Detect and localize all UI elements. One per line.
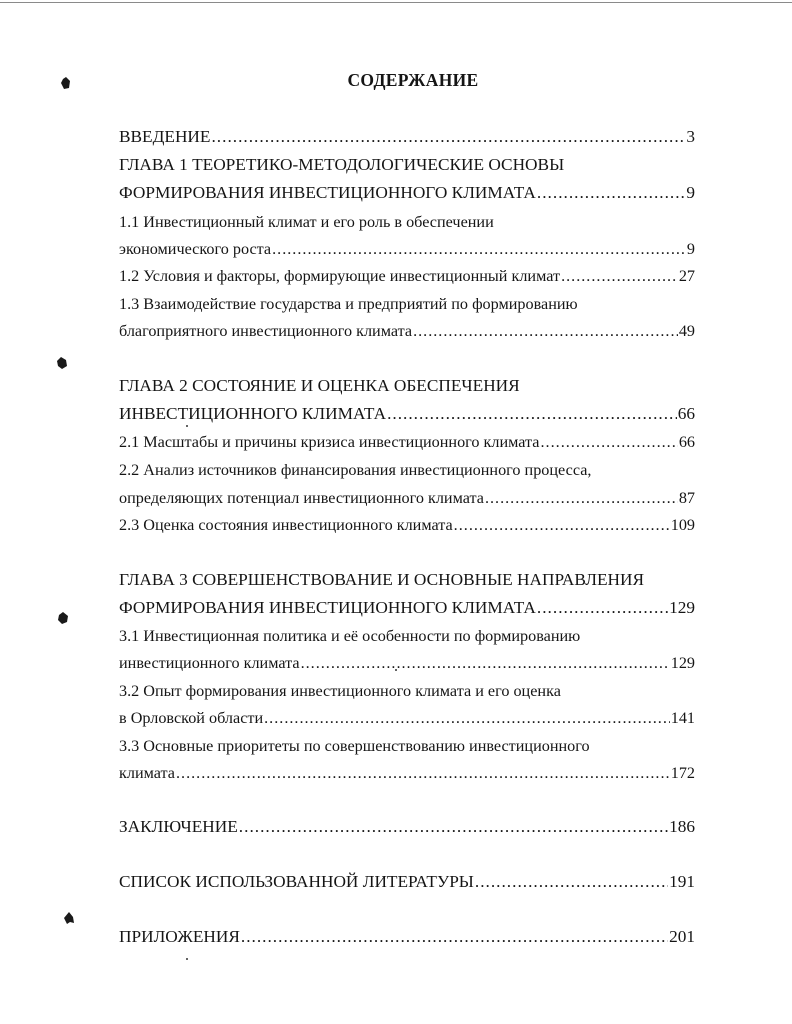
dot-leader bbox=[561, 266, 678, 286]
toc-entry-title: в Орловской области bbox=[119, 709, 264, 727]
toc-page-number: 109 bbox=[670, 516, 695, 534]
toc-entry-title: ИНВЕСТИЦИОННОГО КЛИМАТА bbox=[119, 404, 387, 423]
dot-leader bbox=[176, 763, 670, 783]
toc-entry-title: 3.3 Основные приоритеты по совершенствованию инвестиционного bbox=[119, 737, 590, 755]
toc-entry-title: ГЛАВА 1 ТЕОРЕТИКО-МЕТОДОЛОГИЧЕСКИЕ ОСНОВЫ bbox=[119, 155, 565, 174]
toc-entry-bibliography[interactable] bbox=[119, 872, 695, 892]
toc-entry-section-3-3-cont[interactable] bbox=[119, 763, 695, 783]
toc-page-number: 9 bbox=[686, 240, 695, 258]
dot-leader bbox=[387, 404, 677, 424]
toc-entry-title: 1.3 Взаимодействие государства и предприятий по формированию bbox=[119, 295, 578, 313]
toc-page-number: 27 bbox=[678, 267, 695, 285]
toc-page-number: 9 bbox=[686, 183, 695, 202]
toc-page-number: 3 bbox=[686, 127, 695, 146]
toc-entry-title: 1.1 Инвестиционный климат и его роль в обеспечении bbox=[119, 213, 494, 231]
toc-entry-title: ВВЕДЕНИЕ bbox=[119, 127, 211, 146]
dot-leader bbox=[485, 488, 678, 508]
toc-title: СОДЕРЖАНИЕ bbox=[347, 70, 479, 90]
toc-entry-section-2-2[interactable] bbox=[119, 460, 695, 480]
toc-entry-title: СПИСОК ИСПОЛЬЗОВАННОЙ ЛИТЕРАТУРЫ bbox=[119, 872, 474, 891]
scan-speck bbox=[186, 425, 188, 427]
top-border-line bbox=[0, 2, 792, 3]
toc-entry-section-2-1[interactable] bbox=[119, 432, 695, 452]
toc-page-number: 49 bbox=[678, 322, 695, 340]
dot-leader bbox=[537, 598, 668, 618]
toc-entry-title: 2.2 Анализ источников финансирования инвестиционного процесса, bbox=[119, 461, 592, 479]
toc-entry-section-2-3[interactable] bbox=[119, 515, 695, 535]
toc-entry-title: ЗАКЛЮЧЕНИЕ bbox=[119, 817, 238, 836]
toc-entry-section-1-3-cont[interactable] bbox=[119, 321, 695, 341]
dot-leader bbox=[541, 432, 678, 452]
dot-leader bbox=[475, 872, 668, 892]
dot-leader bbox=[241, 927, 668, 947]
toc-entry-title: 3.2 Опыт формирования инвестиционного климата и его оценка bbox=[119, 682, 561, 700]
margin-mark-icon bbox=[57, 357, 67, 369]
dot-leader bbox=[264, 708, 670, 728]
toc-entry-introduction[interactable] bbox=[119, 127, 695, 147]
toc-page-number: 172 bbox=[670, 764, 695, 782]
toc-entry-chapter-1-cont[interactable] bbox=[119, 183, 695, 203]
toc-entry-chapter-3[interactable] bbox=[119, 570, 695, 590]
toc-page-number: 87 bbox=[678, 489, 695, 507]
toc-page-number: 129 bbox=[669, 598, 695, 617]
margin-mark-icon bbox=[58, 612, 68, 624]
dot-leader bbox=[239, 817, 668, 837]
scan-speck bbox=[186, 958, 188, 960]
toc-entry-title: инвестиционного климата bbox=[119, 654, 300, 672]
toc-entry-title: 2.3 Оценка состояния инвестиционного климата bbox=[119, 516, 453, 534]
toc-entry-chapter-2[interactable] bbox=[119, 376, 695, 396]
dot-leader bbox=[454, 515, 670, 535]
toc-entry-title: 1.2 Условия и факторы, формирующие инвестиционный климат bbox=[119, 267, 561, 285]
toc-entry-section-1-1[interactable] bbox=[119, 212, 695, 232]
toc-entry-title: ГЛАВА 2 СОСТОЯНИЕ И ОЦЕНКА ОБЕСПЕЧЕНИЯ bbox=[119, 376, 520, 395]
toc-entry-section-3-1[interactable] bbox=[119, 626, 695, 646]
toc-entry-section-3-2-cont[interactable] bbox=[119, 708, 695, 728]
dot-leader bbox=[211, 127, 685, 147]
toc-page-number: 129 bbox=[670, 654, 695, 672]
toc-entry-title: ФОРМИРОВАНИЯ ИНВЕСТИЦИОННОГО КЛИМАТА bbox=[119, 598, 536, 617]
toc-page-number: 186 bbox=[669, 817, 695, 836]
toc-page-number: 201 bbox=[669, 927, 695, 946]
toc-entry-appendices[interactable] bbox=[119, 927, 695, 947]
toc-entry-title: 3.1 Инвестиционная политика и её особенности по формированию bbox=[119, 627, 581, 645]
toc-entry-title: благоприятного инвестиционного климата bbox=[119, 322, 413, 340]
dot-leader bbox=[301, 653, 670, 673]
toc-entry-title: определяющих потенциал инвестиционного климата bbox=[119, 489, 484, 507]
toc-entry-section-1-3[interactable] bbox=[119, 294, 695, 314]
toc-page-number: 66 bbox=[677, 404, 695, 423]
toc-entry-section-1-1-cont[interactable] bbox=[119, 239, 695, 259]
toc-entry-chapter-1[interactable] bbox=[119, 155, 695, 175]
toc-entry-title: 2.1 Масштабы и причины кризиса инвестиционного климата bbox=[119, 433, 540, 451]
dot-leader bbox=[413, 321, 678, 341]
toc-entry-section-3-1-cont[interactable] bbox=[119, 653, 695, 673]
toc-entry-title: ФОРМИРОВАНИЯ ИНВЕСТИЦИОННОГО КЛИМАТА bbox=[119, 183, 536, 202]
toc-entry-title: ПРИЛОЖЕНИЯ bbox=[119, 927, 240, 946]
toc-page-number: 191 bbox=[669, 872, 695, 891]
toc-entry-conclusion[interactable] bbox=[119, 817, 695, 837]
toc-entry-chapter-2-cont[interactable] bbox=[119, 404, 695, 424]
toc-entry-chapter-3-cont[interactable] bbox=[119, 598, 695, 618]
toc-entry-section-2-2-cont[interactable] bbox=[119, 488, 695, 508]
dot-leader bbox=[537, 183, 685, 203]
toc-entry-section-3-3[interactable] bbox=[119, 736, 695, 756]
toc-entry-section-1-2[interactable] bbox=[119, 266, 695, 286]
toc-page-number: 66 bbox=[678, 433, 695, 451]
toc-entry-title: экономического роста bbox=[119, 240, 272, 258]
toc-entry-title: климата bbox=[119, 764, 175, 782]
toc-entry-section-3-2[interactable] bbox=[119, 681, 695, 701]
toc-entry-title: ГЛАВА 3 СОВЕРШЕНСТВОВАНИЕ И ОСНОВНЫЕ НАПРАВЛЕНИЯ bbox=[119, 570, 644, 589]
toc-page-number: 141 bbox=[670, 709, 695, 727]
margin-mark-icon bbox=[64, 912, 74, 924]
dot-leader bbox=[272, 239, 686, 259]
